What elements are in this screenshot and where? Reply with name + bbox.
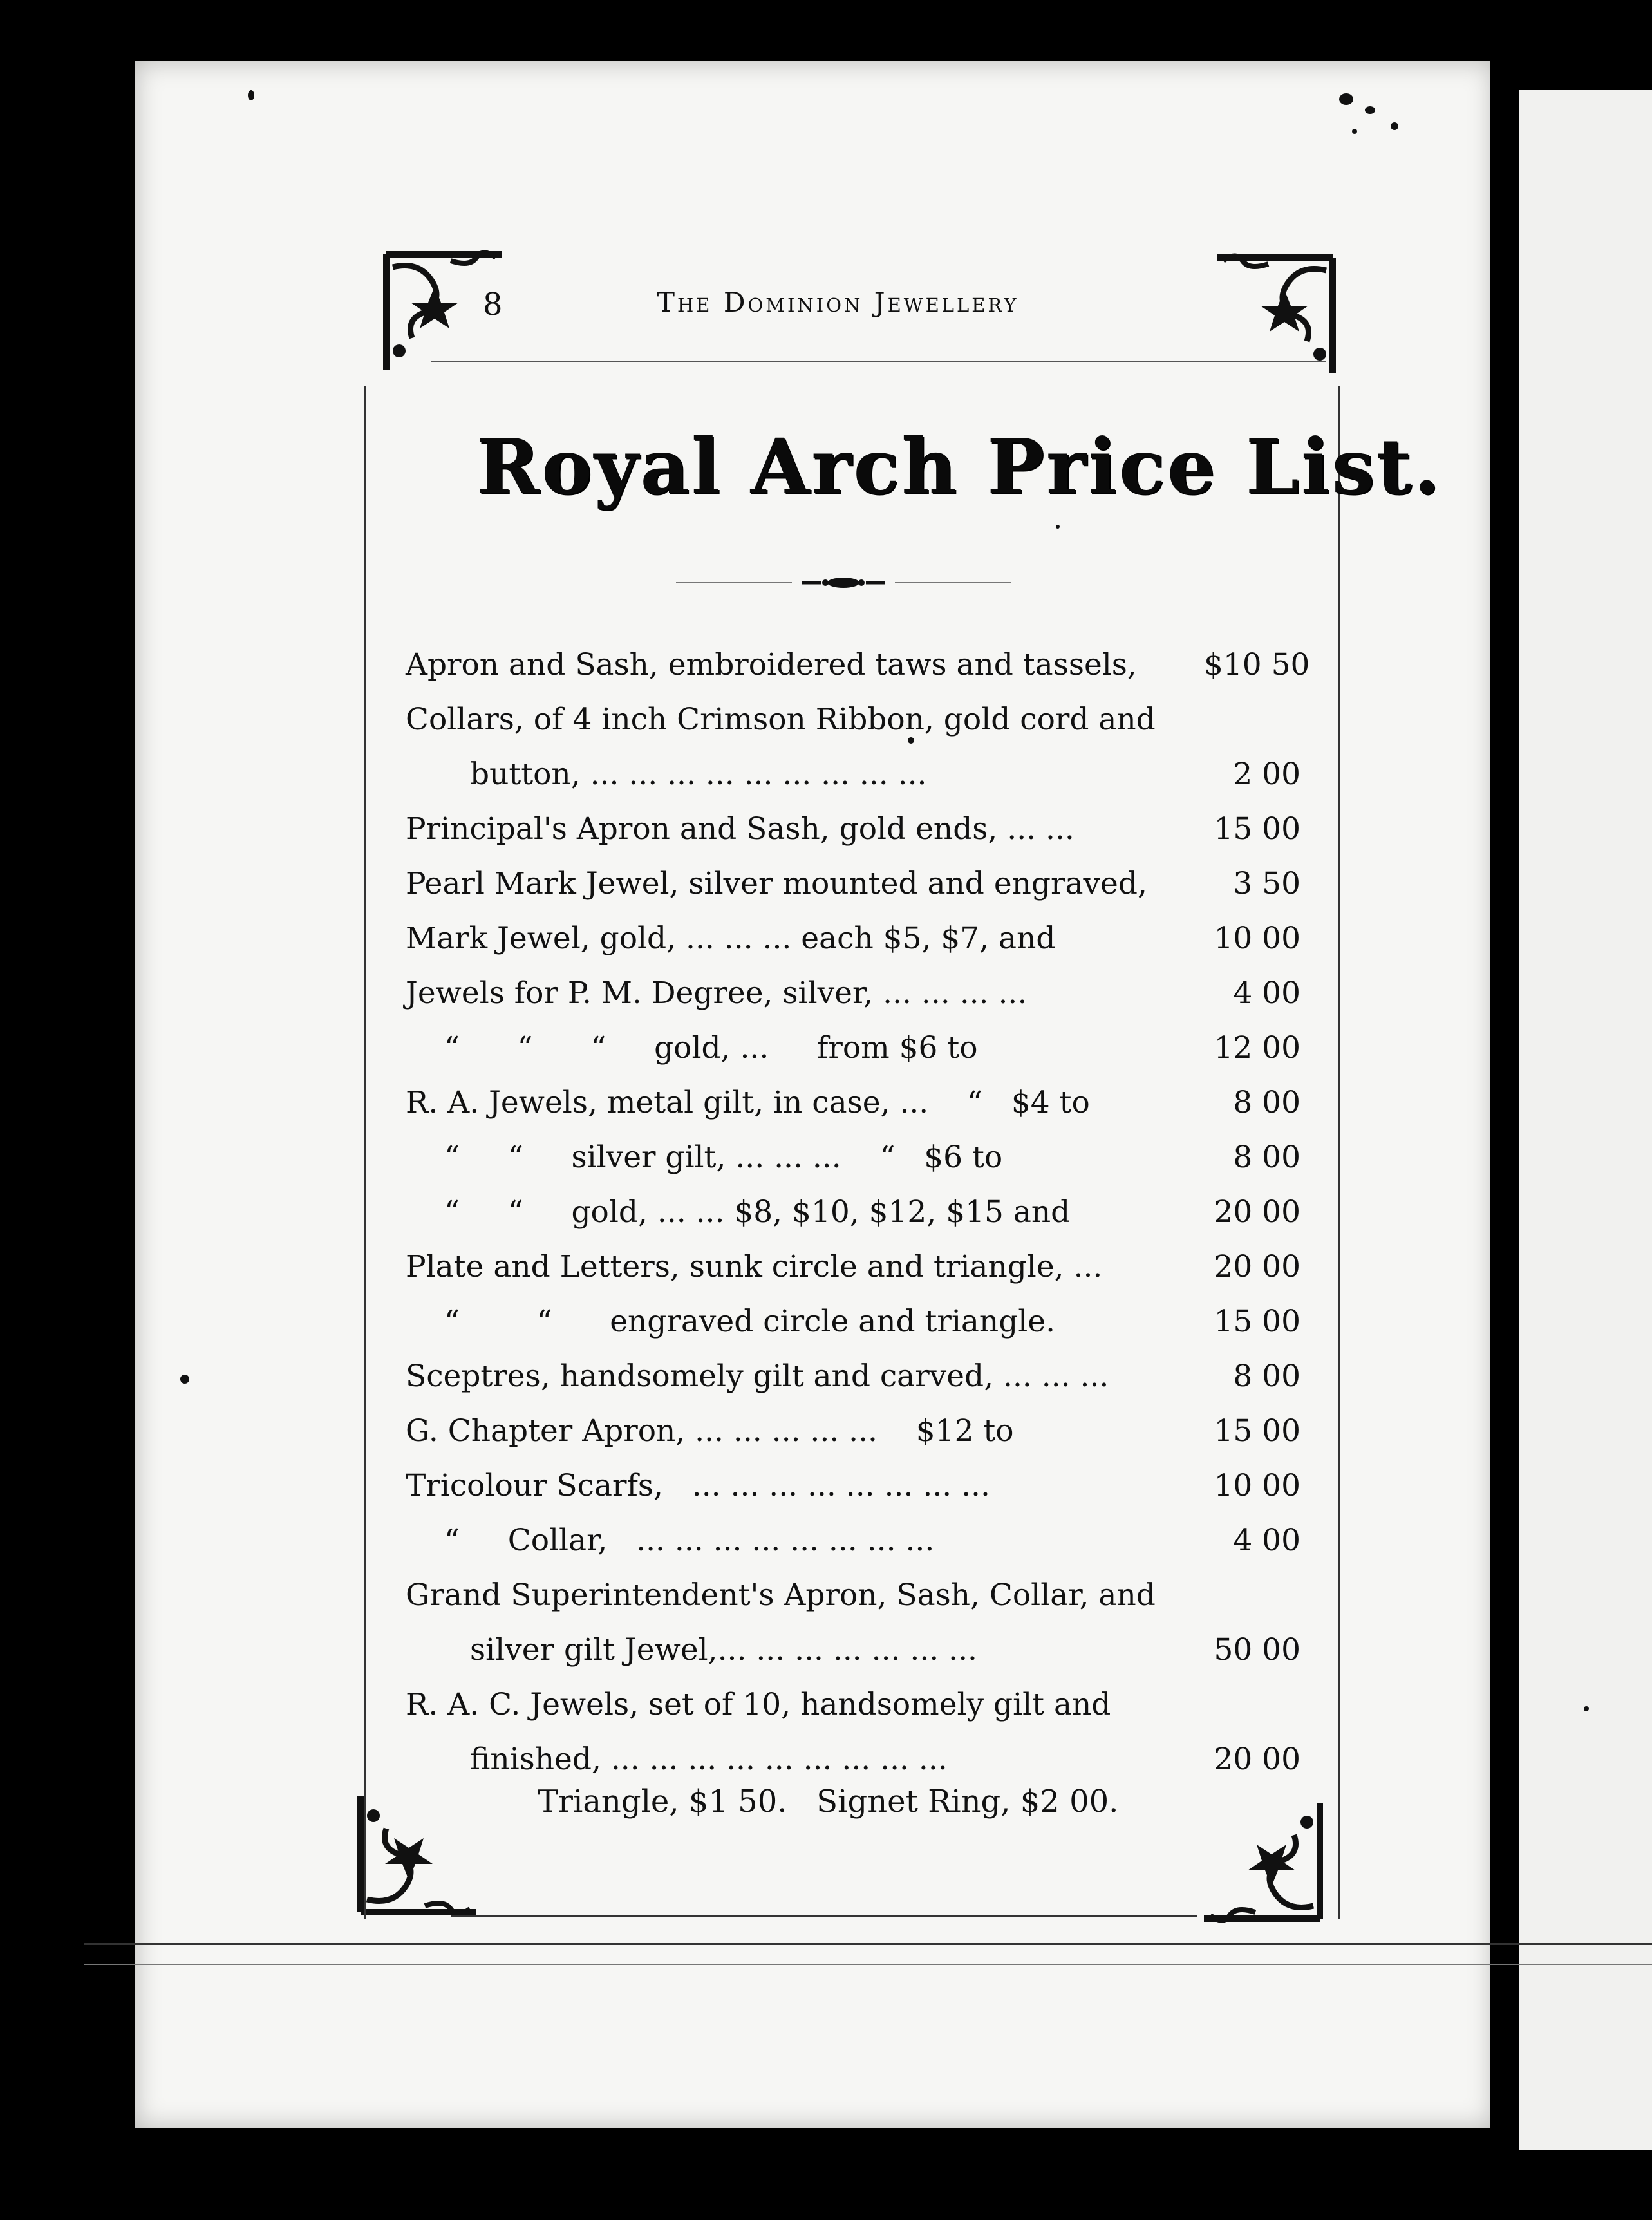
frame-border-right [1338, 386, 1340, 1919]
item-description: “ Collar, ... ... ... ... ... ... ... ... [444, 1523, 935, 1558]
item-description: Tricolour Scarfs, ... ... ... ... ... ... ... ... [406, 1468, 990, 1503]
page-number: 8 [483, 287, 503, 323]
price-row [406, 1680, 1300, 1735]
item-price: 8 00 [1233, 1359, 1300, 1394]
corner-ornament-bottom-left [354, 1790, 483, 1919]
item-price: 15 00 [1214, 1304, 1300, 1339]
price-row [406, 750, 1300, 805]
item-description: button, ... ... ... ... ... ... ... ... ... [470, 757, 927, 792]
item-description: G. Chapter Apron, ... ... ... ... ... $12 to [406, 1413, 1014, 1449]
price-row [406, 641, 1310, 695]
item-description: Mark Jewel, gold, ... ... ... each $5, $7, and [406, 921, 1056, 956]
item-price: 20 00 [1214, 1742, 1300, 1777]
item-price: 15 00 [1214, 1413, 1300, 1449]
item-price: 50 00 [1214, 1632, 1300, 1668]
price-row [406, 1626, 1300, 1680]
price-row [406, 805, 1300, 860]
scan-artifact-line [84, 1943, 1652, 1945]
scan-artifact-line [84, 1964, 1652, 1965]
frame-border-bottom [451, 1915, 1197, 1917]
item-price: 10 00 [1214, 921, 1300, 956]
item-description: Plate and Letters, sunk circle and triangle, ... [406, 1249, 1103, 1284]
item-description: Pearl Mark Jewel, silver mounted and engraved, [406, 866, 1147, 901]
item-description: Apron and Sash, embroidered taws and tassels, [406, 647, 1137, 682]
price-row [406, 1407, 1300, 1462]
price-row [406, 1133, 1300, 1188]
item-price: 8 00 [1233, 1140, 1300, 1175]
item-price: 20 00 [1214, 1194, 1300, 1230]
item-description: Jewels for P. M. Degree, silver, ... ... ... ... [406, 975, 1028, 1011]
item-description: Collars, of 4 inch Crimson Ribbon, gold cord and [406, 702, 1156, 737]
price-row [406, 1352, 1300, 1407]
price-list [406, 641, 1310, 1790]
corner-ornament-bottom-right [1197, 1796, 1326, 1925]
ornament-divider [676, 576, 1011, 589]
item-price: 10 00 [1214, 1468, 1300, 1503]
price-row [406, 1024, 1300, 1078]
item-description: Sceptres, handsomely gilt and carved, ... ... ... [406, 1359, 1109, 1394]
footer-note: Triangle, $1 50. Signet Ring, $2 00. [538, 1783, 1119, 1820]
price-row [406, 969, 1300, 1024]
page-gutter [1490, 61, 1519, 2154]
price-row [406, 1297, 1300, 1352]
item-description: “ “ gold, ... ... $8, $10, $12, $15 and [444, 1194, 1071, 1230]
price-row [406, 1571, 1300, 1626]
item-description: “ “ “ gold, ... from $6 to [444, 1030, 978, 1066]
frame-border-left [364, 386, 366, 1919]
price-row [406, 1462, 1300, 1516]
item-description: silver gilt Jewel,... ... ... ... ... ... ... [470, 1632, 977, 1668]
item-price: 3 50 [1233, 866, 1300, 901]
header-rule [431, 361, 1326, 362]
item-price: $10 50 [1204, 647, 1310, 682]
price-row [406, 1078, 1300, 1133]
running-head: The Dominion Jewellery [657, 287, 1019, 318]
item-price: 2 00 [1233, 757, 1300, 792]
item-price: 12 00 [1214, 1030, 1300, 1066]
price-row [406, 860, 1300, 914]
item-description: Grand Superintendent's Apron, Sash, Collar, and [406, 1577, 1156, 1613]
price-row [406, 914, 1300, 969]
item-price: 15 00 [1214, 811, 1300, 847]
item-description: “ “ engraved circle and triangle. [444, 1304, 1056, 1339]
price-row [406, 1188, 1300, 1243]
item-price: 4 00 [1233, 1523, 1300, 1558]
price-row [406, 1735, 1300, 1790]
page-title: Royal Arch Price List. [476, 422, 1442, 511]
item-price: 20 00 [1214, 1249, 1300, 1284]
adjacent-page-edge [1519, 90, 1652, 2150]
item-description: finished, ... ... ... ... ... ... ... ... ... [470, 1742, 948, 1777]
price-row [406, 1516, 1300, 1571]
item-price: 4 00 [1233, 975, 1300, 1011]
price-row [406, 1243, 1300, 1297]
item-description: R. A. C. Jewels, set of 10, handsomely gilt and [406, 1687, 1111, 1722]
item-description: Principal's Apron and Sash, gold ends, ... ... [406, 811, 1075, 847]
item-price: 8 00 [1233, 1085, 1300, 1120]
price-row [406, 695, 1300, 750]
page-header [380, 254, 1346, 351]
item-description: “ “ silver gilt, ... ... ... “ $6 to [444, 1140, 1003, 1175]
item-description: R. A. Jewels, metal gilt, in case, ... “ $4 to [406, 1085, 1090, 1120]
